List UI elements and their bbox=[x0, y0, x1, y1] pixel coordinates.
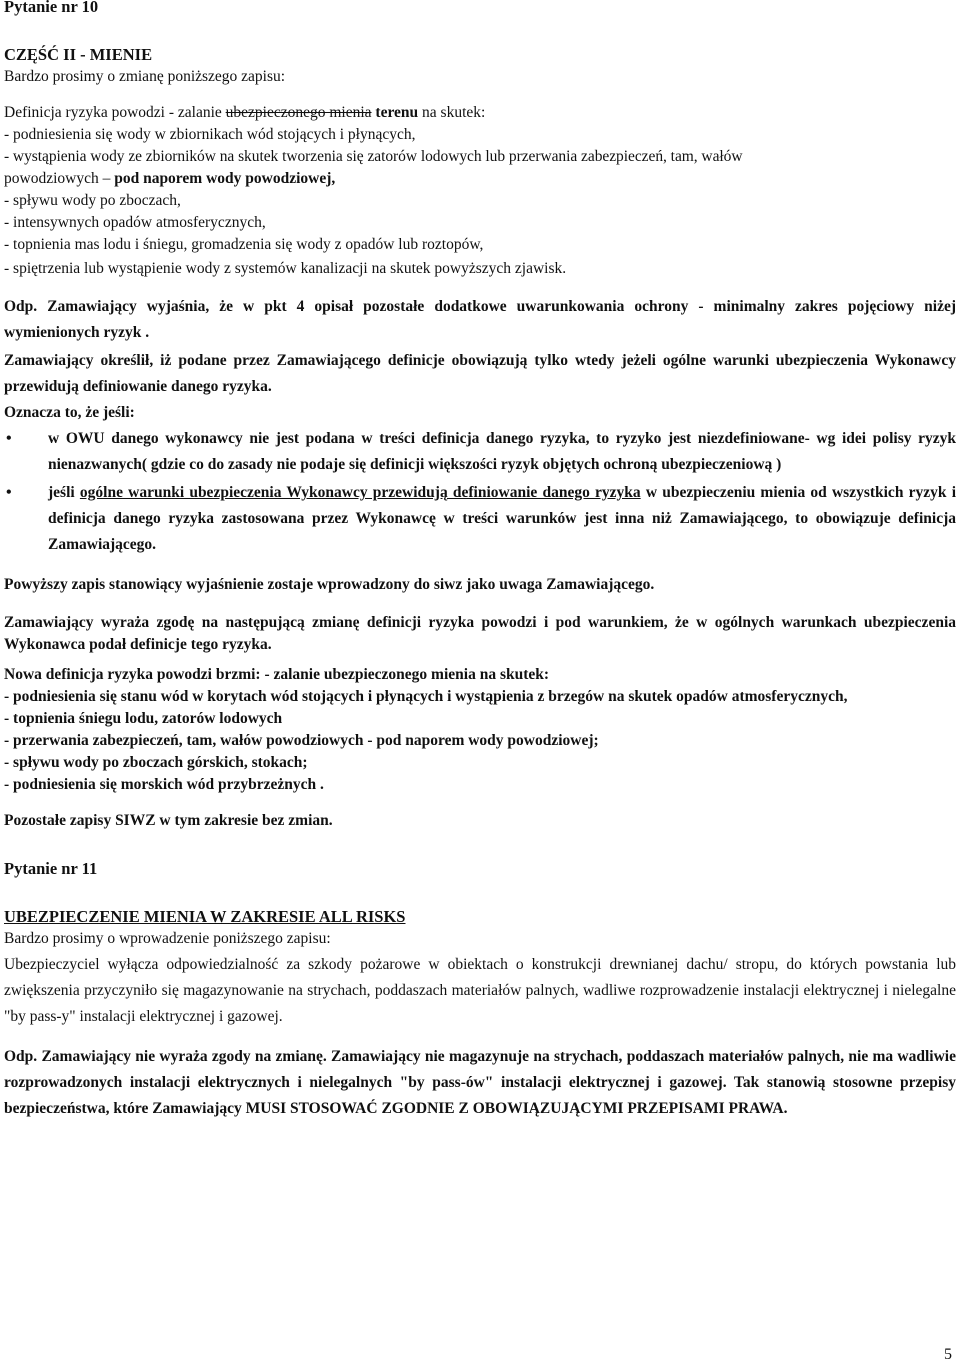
note-paragraph: Powyższy zapis stanowiący wyjaśnienie zostaje wprowadzony do siwz jako uwaga Zamawiającego. bbox=[4, 576, 655, 593]
question-11-title: Pytanie nr 11 bbox=[4, 859, 98, 878]
list-item: - topnienia mas lodu i śniegu, gromadzenia się wody z opadów lub roztopów, bbox=[4, 236, 484, 253]
page-number: 5 bbox=[944, 1346, 952, 1363]
underlined-text: ogólne warunki ubezpieczenia Wykonawcy przewidują definiowanie danego ryzyka bbox=[79, 484, 641, 501]
bullet-item bbox=[4, 480, 956, 558]
new-definition-item: - topnienia śniegu lodu, zatorów lodowych bbox=[4, 710, 283, 727]
list-item bbox=[4, 168, 956, 190]
question-10-title: Pytanie nr 10 bbox=[4, 0, 99, 16]
list-item: - intensywnych opadów atmosferycznych, bbox=[4, 214, 266, 231]
bold-term: terenu bbox=[375, 104, 419, 121]
new-definition-item: - spływu wody po zboczach górskich, stokach; bbox=[4, 754, 308, 771]
struck-text: ubezpieczonego mienia bbox=[225, 104, 372, 121]
agreement-paragraph: Zamawiający wyraża zgodę na następującą zmianę definicji ryzyka powodzi i pod warunkiem, że w ogólnych warunkach ubezpieczenia Wykonawca podał definicje tego ryzyka. bbox=[4, 614, 956, 653]
request-text: Bardzo prosimy o wprowadzenie poniższego zapisu: bbox=[4, 930, 331, 947]
bullet-text: jeśli bbox=[48, 484, 80, 501]
new-definition-title: Nowa definicja ryzyka powodzi brzmi: - zalanie ubezpieczonego mienia na skutek: bbox=[4, 666, 550, 683]
document-page bbox=[4, 0, 956, 1122]
list-item: - spływu wody po zboczach, bbox=[4, 192, 181, 209]
list-item: - wystąpienia wody ze zbiorników na skutek tworzenia się zatorów lodowych lub przerwania zabezpieczeń, tam, wałów bbox=[4, 148, 743, 165]
bullet-text: w OWU danego wykonawcy nie jest podana w treści definicja danego ryzyka, to ryzyko jest niezdefiniowane- wg idei polisy ryzyk nienazwanych( gdzie co do zasady nie podaje się definicji większości ryzyk objętych ochroną ubezpieczeniową ) bbox=[48, 430, 956, 473]
bullet-icon: • bbox=[6, 484, 12, 501]
list-item-plain: powodziowych – bbox=[4, 170, 115, 187]
list-item: - podniesienia się wody w zbiornikach wód stojących i płynących, bbox=[4, 126, 416, 143]
request-text: Bardzo prosimy o zmianę poniższego zapisu: bbox=[4, 68, 286, 85]
list-item-bold: pod naporem wody powodziowej, bbox=[114, 170, 336, 187]
section-heading: UBEZPIECZENIE MIENIA W ZAKRESIE ALL RISKS bbox=[4, 907, 406, 926]
answer-paragraph: Odp. Zamawiający wyjaśnia, że w pkt 4 opisał pozostałe dodatkowe uwarunkowania ochrony - minimalny zakres pojęciowy niżej wymienionych ryzyk . bbox=[4, 298, 956, 341]
clause-paragraph: Ubezpieczyciel wyłącza odpowiedzialność za szkody pożarowe w obiektach o konstrukcji drewnianej dachu/ stropu, do których powstania lub zwiększenia przyczyniło się magazynowanie na strychach, poddaszach materiałów palnych, wadliwe rozprowadzenie instalacji elektrycznej i nielegalne "by pass-y" instalacji elektrycznej i gazowej. bbox=[4, 956, 956, 1025]
bullet-text: w ubezpieczeniu mienia od wszystkich ryzyk i definicja danego ryzyka zastosowana przez Wykonawcę w treści warunków jest inna niż Zamawiającego, to obowiązuje definicja Zamawiającego. bbox=[48, 484, 957, 553]
definition-line bbox=[4, 102, 956, 124]
closing-line: Pozostałe zapisy SIWZ w tym zakresie bez zmian. bbox=[4, 812, 333, 829]
definition-suffix: na skutek: bbox=[418, 104, 486, 121]
section-heading: CZĘŚĆ II - MIENIE bbox=[4, 45, 153, 64]
bullet-item bbox=[4, 426, 956, 478]
answer-paragraph: Odp. Zamawiający nie wyraża zgody na zmianę. Zamawiający nie magazynuje na strychach, poddaszach materiałów palnych, nie ma wadliwie rozprowadzonych instalacji elektrycznych i nielegalnych "by pass-ów" instalacji elektrycznej i gazowej. Tak stanowią stosowne przepisy bezpieczeństwa, które Zamawiający MUSI STOSOWAĆ ZGODNIE Z OBOWIĄZUJĄCYMI PRZEPISAMI PRAWA. bbox=[4, 1048, 956, 1117]
definition-prefix: Definicja ryzyka powodzi - zalanie bbox=[4, 104, 226, 121]
answer-paragraph: Zamawiający określił, iż podane przez Zamawiającego definicje obowiązują tylko wtedy jeżeli ogólne warunki ubezpieczenia Wykonawcy przewidują definiowanie danego ryzyka. bbox=[4, 352, 956, 395]
new-definition-item: - podniesienia się morskich wód przybrzeżnych . bbox=[4, 776, 324, 793]
bullet-icon: • bbox=[6, 430, 12, 447]
new-definition-item: - przerwania zabezpieczeń, tam, wałów powodziowych - pod naporem wody powodziowej; bbox=[4, 732, 599, 749]
new-definition-item: - podniesienia się stanu wód w korytach wód stojących i płynących i wystąpienia z brzegów na skutek opadów atmosferycznych, bbox=[4, 688, 848, 705]
answer-paragraph: Oznacza to, że jeśli: bbox=[4, 404, 135, 421]
list-item: - spiętrzenia lub wystąpienie wody z systemów kanalizacji na skutek powyższych zjawisk. bbox=[4, 260, 567, 277]
